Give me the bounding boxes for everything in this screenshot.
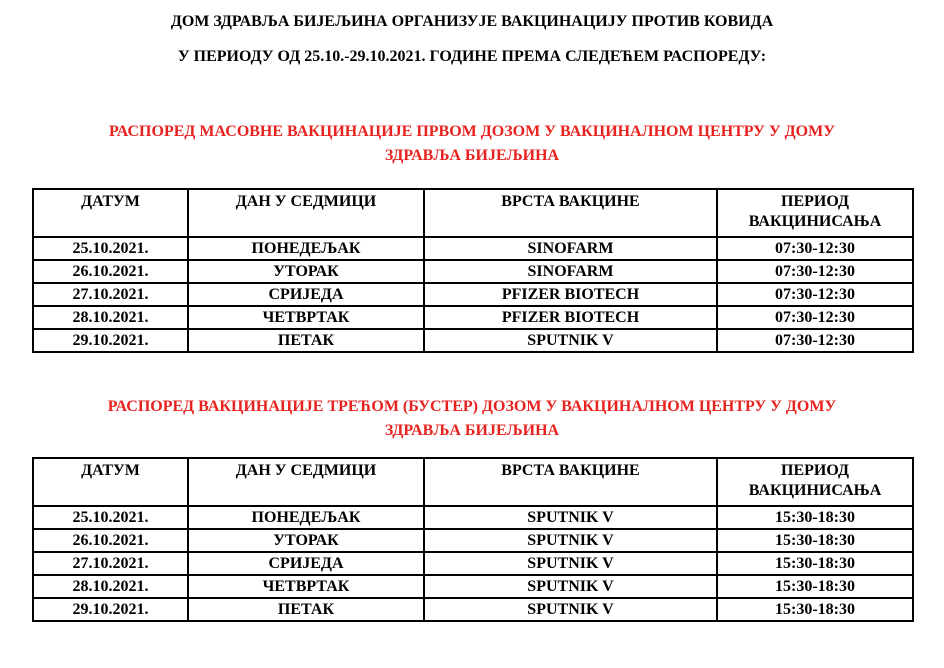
column-header-weekday: ДАН У СЕДМИЦИ [188,458,424,506]
announcement-line-1: ДОМ ЗДРАВЉА БИЈЕЉИНА ОРГАНИЗУЈЕ ВАКЦИНАЦИЈУ ПРОТИВ КОВИДА [170,13,774,30]
cell-date: 29.10.2021. [33,329,188,352]
cell-vaccine: SPUTNIK V [424,329,717,352]
table-row [33,237,913,260]
column-header-period-line-2: ВАКЦИНИСАЊА [748,482,882,499]
column-header-period-line-1: ПЕРИОД [781,462,849,479]
cell-weekday: ПЕТАК [188,598,424,621]
cell-date: 27.10.2021. [33,283,188,306]
cell-vaccine: SPUTNIK V [424,598,717,621]
table-row [33,506,913,529]
table-header-row [33,189,913,237]
table-row [33,329,913,352]
cell-vaccine: PFIZER BIOTECH [424,306,717,329]
column-header-date: ДАТУМ [33,189,188,237]
column-header-vaccine-type: ВРСТА ВАКЦИНЕ [424,189,717,237]
table-header-row [33,458,913,506]
table-row [33,306,913,329]
cell-weekday: ЧЕТВРТАК [188,306,424,329]
cell-date: 28.10.2021. [33,575,188,598]
first-dose-title-line-2: ЗДРАВЉА БИЈЕЉИНА [384,147,560,164]
cell-vaccine: SINOFARM [424,260,717,283]
cell-vaccine: SPUTNIK V [424,575,717,598]
cell-vaccine: PFIZER BIOTECH [424,283,717,306]
first-dose-title-line-1: РАСПОРЕД МАСОВНЕ ВАКЦИНАЦИЈЕ ПРВОМ ДОЗОМ У ВАКЦИНАЛНОМ ЦЕНТРУ У ДОМУ [109,123,835,140]
cell-period: 07:30-12:30 [717,260,913,283]
cell-period: 07:30-12:30 [717,283,913,306]
cell-weekday: УТОРАК [188,529,424,552]
cell-weekday: ЧЕТВРТАК [188,575,424,598]
cell-date: 26.10.2021. [33,529,188,552]
cell-weekday: ПОНЕДЕЉАК [188,237,424,260]
cell-weekday: СРИЈЕДА [188,283,424,306]
cell-date: 26.10.2021. [33,260,188,283]
cell-period: 15:30-18:30 [717,506,913,529]
cell-vaccine: SPUTNIK V [424,529,717,552]
booster-dose-title-line-2: ЗДРАВЉА БИЈЕЉИНА [384,422,560,439]
cell-date: 27.10.2021. [33,552,188,575]
cell-vaccine: SPUTNIK V [424,506,717,529]
announcement-line-2: У ПЕРИОДУ ОД 25.10.-29.10.2021. ГОДИНЕ ПРЕМА СЛЕДЕЋЕМ РАСПОРЕДУ: [177,48,767,65]
cell-weekday: ПЕТАК [188,329,424,352]
booster-dose-schedule-table [32,457,914,622]
cell-weekday: СРИЈЕДА [188,552,424,575]
table-row [33,283,913,306]
table-row [33,260,913,283]
column-header-date: ДАТУМ [33,458,188,506]
table-row [33,598,913,621]
column-header-period-line-2: ВАКЦИНИСАЊА [748,213,882,230]
cell-period: 15:30-18:30 [717,552,913,575]
table-row [33,529,913,552]
cell-date: 29.10.2021. [33,598,188,621]
cell-period: 15:30-18:30 [717,529,913,552]
table-row [33,575,913,598]
booster-dose-title-line-1: РАСПОРЕД ВАКЦИНАЦИЈЕ ТРЕЋОМ (БУСТЕР) ДОЗОМ У ВАКЦИНАЛНОМ ЦЕНТРУ У ДОМУ [107,398,837,415]
column-header-vaccination-period [717,189,913,237]
cell-vaccine: SINOFARM [424,237,717,260]
table-row [33,552,913,575]
column-header-period-line-1: ПЕРИОД [781,193,849,210]
cell-period: 07:30-12:30 [717,306,913,329]
cell-period: 15:30-18:30 [717,598,913,621]
cell-period: 07:30-12:30 [717,237,913,260]
cell-date: 25.10.2021. [33,237,188,260]
cell-weekday: ПОНЕДЕЉАК [188,506,424,529]
column-header-vaccine-type: ВРСТА ВАКЦИНЕ [424,458,717,506]
cell-vaccine: SPUTNIK V [424,552,717,575]
cell-period: 15:30-18:30 [717,575,913,598]
column-header-vaccination-period [717,458,913,506]
cell-date: 28.10.2021. [33,306,188,329]
column-header-weekday: ДАН У СЕДМИЦИ [188,189,424,237]
cell-weekday: УТОРАК [188,260,424,283]
cell-date: 25.10.2021. [33,506,188,529]
cell-period: 07:30-12:30 [717,329,913,352]
first-dose-schedule-table [32,188,914,353]
